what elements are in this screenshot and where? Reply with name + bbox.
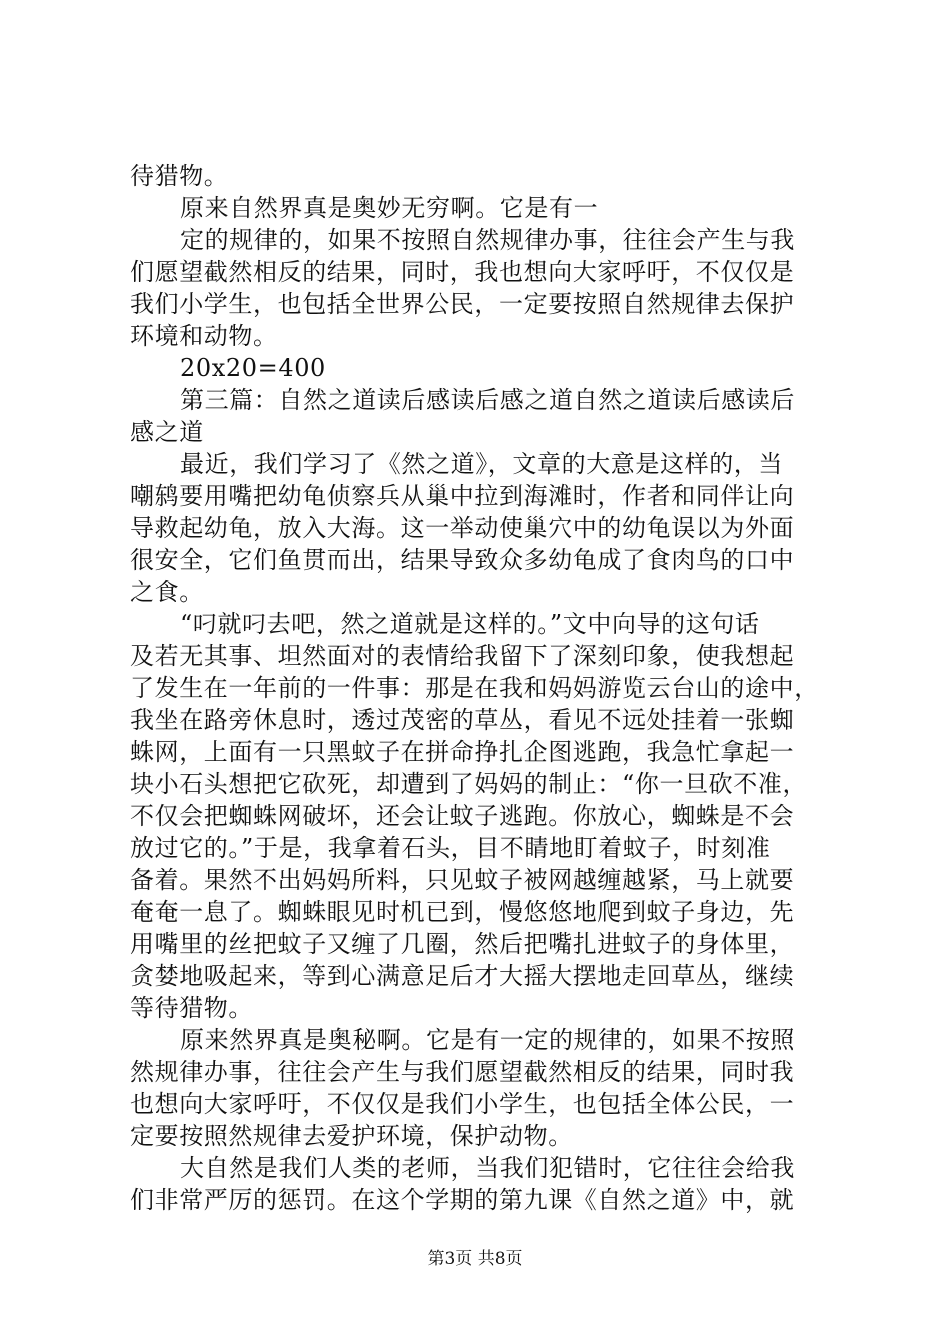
text-line: 我们小学生，也包括全世界公民，一定要按照自然规律去保护 [130, 290, 795, 318]
text-line: 环境和动物。 [130, 322, 278, 350]
page-footer: 第3页 共8页 [427, 1249, 523, 1269]
text-line: 块小石头想把它砍死，却遭到了妈妈的制止：“你一旦砍不准， [130, 770, 808, 798]
text-line: 蛛网，上面有一只黑蚊子在拼命挣扎企图逃跑，我急忙拿起一 [130, 738, 795, 766]
text-line: 等待猎物。 [130, 994, 253, 1022]
text-line: 原来自然界真是奥妙无穷啊。它是有一 [180, 194, 599, 222]
text-line: 用嘴里的丝把蚊子又缠了几圈，然后把嘴扎进蚊子的身体里， [130, 930, 795, 958]
text-line: 感之道 [130, 418, 204, 446]
text-line: 了发生在一年前的一件事：那是在我和妈妈游览云台山的途中， [130, 674, 819, 702]
text-line: 及若无其事、坦然面对的表情给我留下了深刻印象，使我想起 [130, 642, 795, 670]
text-line: 放过它的。”于是，我拿着石头，目不睛地盯着蚊子，时刻准 [130, 834, 771, 862]
text-line: 待猎物。 [130, 162, 229, 190]
text-line: 贪婪地吸起来，等到心满意足后才大摇大摆地走回草丛，继续 [130, 962, 795, 990]
text-line: 嘲鸫要用嘴把幼龟侦察兵从巢中拉到海滩时，作者和同伴让向 [130, 482, 795, 510]
text-line: 定要按照然规律去爱护环境，保护动物。 [130, 1122, 573, 1150]
text-line: 导救起幼龟，放入大海。这一举动使巢穴中的幼龟误以为外面 [130, 514, 795, 542]
text-line: 备着。果然不出妈妈所料，只见蚊子被网越缠越紧，马上就要 [130, 866, 795, 894]
text-line: 们非常严厉的惩罚。在这个学期的第九课《自然之道》中，就 [130, 1186, 795, 1214]
text-line: 原来然界真是奥秘啊。它是有一定的规律的，如果不按照 [180, 1026, 795, 1054]
text-line: 定的规律的，如果不按照自然规律办事，往往会产生与我 [180, 226, 795, 254]
text-line: 大自然是我们人类的老师，当我们犯错时，它往往会给我 [180, 1154, 795, 1182]
text-line: 最近，我们学习了《然之道》，文章的大意是这样的，当 [180, 450, 783, 478]
text-line: 也想向大家呼吁，不仅仅是我们小学生，也包括全体公民，一 [130, 1090, 795, 1118]
text-line: 之食。 [130, 578, 204, 606]
text-line: 们愿望截然相反的结果，同时，我也想向大家呼吁，不仅仅是 [130, 258, 795, 286]
text-line: 奄奄一息了。蜘蛛眼见时机已到，慢悠悠地爬到蚊子身边，先 [130, 898, 795, 926]
body-text [130, 160, 830, 1216]
text-line: 不仅会把蜘蛛网破坏，还会让蚊子逃跑。你放心，蜘蛛是不会 [130, 802, 795, 830]
text-line: 我坐在路旁休息时，透过茂密的草丛，看见不远处挂着一张蜘 [130, 706, 795, 734]
text-line: “叼就叼去吧，然之道就是这样的。”文中向导的这句话 [180, 610, 760, 638]
text-line: 很安全，它们鱼贯而出，结果导致众多幼龟成了食肉鸟的口中 [130, 546, 795, 574]
text-line: 第三篇：自然之道读后感读后感之道自然之道读后感读后 [180, 386, 795, 414]
text-line: 20x20=400 [180, 354, 326, 382]
text-line: 然规律办事，往往会产生与我们愿望截然相反的结果，同时我 [130, 1058, 795, 1086]
